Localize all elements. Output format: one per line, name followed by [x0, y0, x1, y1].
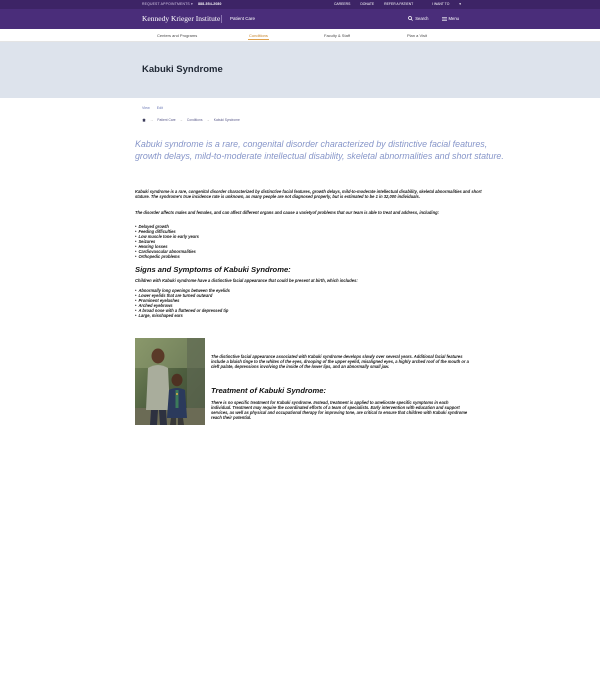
list-item: • Seizures	[135, 239, 199, 244]
breadcrumb-separator: →	[179, 118, 183, 122]
list-item: • Low muscle tone in early years	[135, 234, 199, 239]
header-actions	[395, 16, 459, 21]
site-logo[interactable]: Kennedy Krieger Institute	[142, 14, 221, 23]
page-title: Kabuki Syndrome	[142, 64, 223, 75]
list-item: • Lower eyelids that are turned outward	[135, 293, 230, 298]
breadcrumb-patient-care[interactable]: Patient Care	[157, 118, 176, 122]
nav-conditions[interactable]: Conditions	[249, 33, 268, 38]
breadcrumb-conditions[interactable]: Conditions	[186, 118, 203, 122]
logo-divider	[221, 15, 222, 23]
list-item: • Feeding difficulties	[135, 229, 199, 234]
menu-button[interactable]	[442, 16, 459, 21]
breadcrumb-separator: →	[206, 118, 210, 122]
problems-list	[135, 224, 199, 259]
chevron-down-icon: ▾	[459, 2, 461, 6]
local-tabs	[142, 106, 169, 110]
search-icon	[408, 16, 413, 21]
hamburger-icon	[442, 17, 447, 21]
search-button[interactable]	[408, 16, 428, 21]
utility-bar	[0, 0, 600, 9]
lead-paragraph: Kabuki syndrome is a rare, congenital disorder characterized by distinctive facial features, growth delays, mild-to-moderate intellectual disability, skeletal abnormalities and short stature.	[135, 139, 504, 161]
affects-paragraph: The disorder affects males and females, and can affect different organs and cause a varietyof problems that our team is able to treat and address, including:	[135, 210, 439, 215]
list-item: • Large, misshaped ears	[135, 313, 230, 318]
request-appointments[interactable]	[142, 2, 222, 6]
nav-faculty-staff[interactable]: Faculty & Staff	[324, 33, 350, 38]
signs-intro: Children with Kabuki syndrome have a distinctive facial appearance that could be present at birth, which includes:	[135, 278, 358, 283]
dropdown-caret-icon: ▾	[191, 2, 193, 6]
list-item: • Hearing losses	[135, 244, 199, 249]
refer-patient-link[interactable]: REFER A PATIENT	[384, 2, 414, 6]
patient-family-photo	[135, 338, 205, 425]
list-item: • Arched eyebrows	[135, 303, 230, 308]
breadcrumb-separator: →	[150, 118, 154, 122]
signs-heading: Signs and Symptoms of Kabuki Syndrome:	[135, 265, 291, 274]
menu-label: Menu	[448, 16, 459, 21]
nav-centers-programs[interactable]: Centers and Programs	[157, 33, 198, 38]
treatment-paragraph: There is no specific treatment for Kabuki syndrome. Instead, treatment is applied to ameliorate specific symptoms in each individual. Treatment may require the coordinated efforts of a team of specialists. Early intervention with education and support services, as well as physical and occupational therapy for improving tone, are critical to ensure that children with Kabuki syndrome reach their potential.	[211, 400, 468, 421]
donate-link[interactable]: DONATE	[360, 2, 375, 6]
request-appointments-label[interactable]: REQUEST APPOINTMENTS	[142, 2, 190, 6]
list-item: • Orthopedic problems	[135, 254, 199, 259]
nav-plan-visit[interactable]: Plan a Visit	[407, 33, 427, 38]
treatment-heading: Treatment of Kabuki Syndrome:	[211, 386, 327, 395]
utility-links	[325, 2, 461, 6]
site-section-label[interactable]: Patient Care	[230, 16, 256, 21]
search-label: Search	[415, 16, 429, 21]
phone-number[interactable]: 888-554-2080	[198, 2, 222, 6]
signs-list	[135, 288, 230, 318]
home-icon[interactable]	[142, 118, 146, 122]
breadcrumb-current: Kabuki Syndrome	[213, 118, 240, 122]
list-item: • Delayed growth	[135, 224, 199, 229]
intro-paragraph: Kabuki syndrome is a rare, congenital disorder characterized by distinctive facial features, growth delays, mild-to-moderate intellectual disability, skeletal abnormalities and short stature. The syndrome's true incidence rate is unknown, as many people are not diagnosed properly, but is estimated to be 1 in 32,000 individuals.	[135, 189, 482, 200]
i-want-to-dropdown[interactable]	[423, 2, 461, 6]
i-want-to-label[interactable]: I WANT TO	[432, 2, 450, 6]
appearance-paragraph: The distinctive facial appearance associated with Kabuki syndrome develops slowly over several years. Additional facial features include a bluish tinge to the whites of the eyes, drooping of the upper eyelid, misaligned eyes, a highly arched roof of the mouth or a cleft palate, depressions involving the inside of the lower lips, and an abnormally small jaw.	[211, 354, 469, 370]
site-header	[0, 9, 600, 29]
list-item: • Prominent eyelashes	[135, 298, 230, 303]
page-hero	[0, 42, 600, 98]
careers-link[interactable]: CAREERS	[333, 2, 351, 6]
list-item: • A broad nose with a flattened or depressed tip	[135, 308, 230, 313]
tab-view[interactable]: View	[142, 106, 150, 110]
list-item: • Abnormally long openings between the eyelids	[135, 288, 230, 293]
list-item: • Cardiovascular abnormalities	[135, 249, 199, 254]
primary-nav	[0, 29, 600, 42]
tab-edit[interactable]: Edit	[156, 106, 163, 110]
breadcrumb	[142, 118, 240, 122]
